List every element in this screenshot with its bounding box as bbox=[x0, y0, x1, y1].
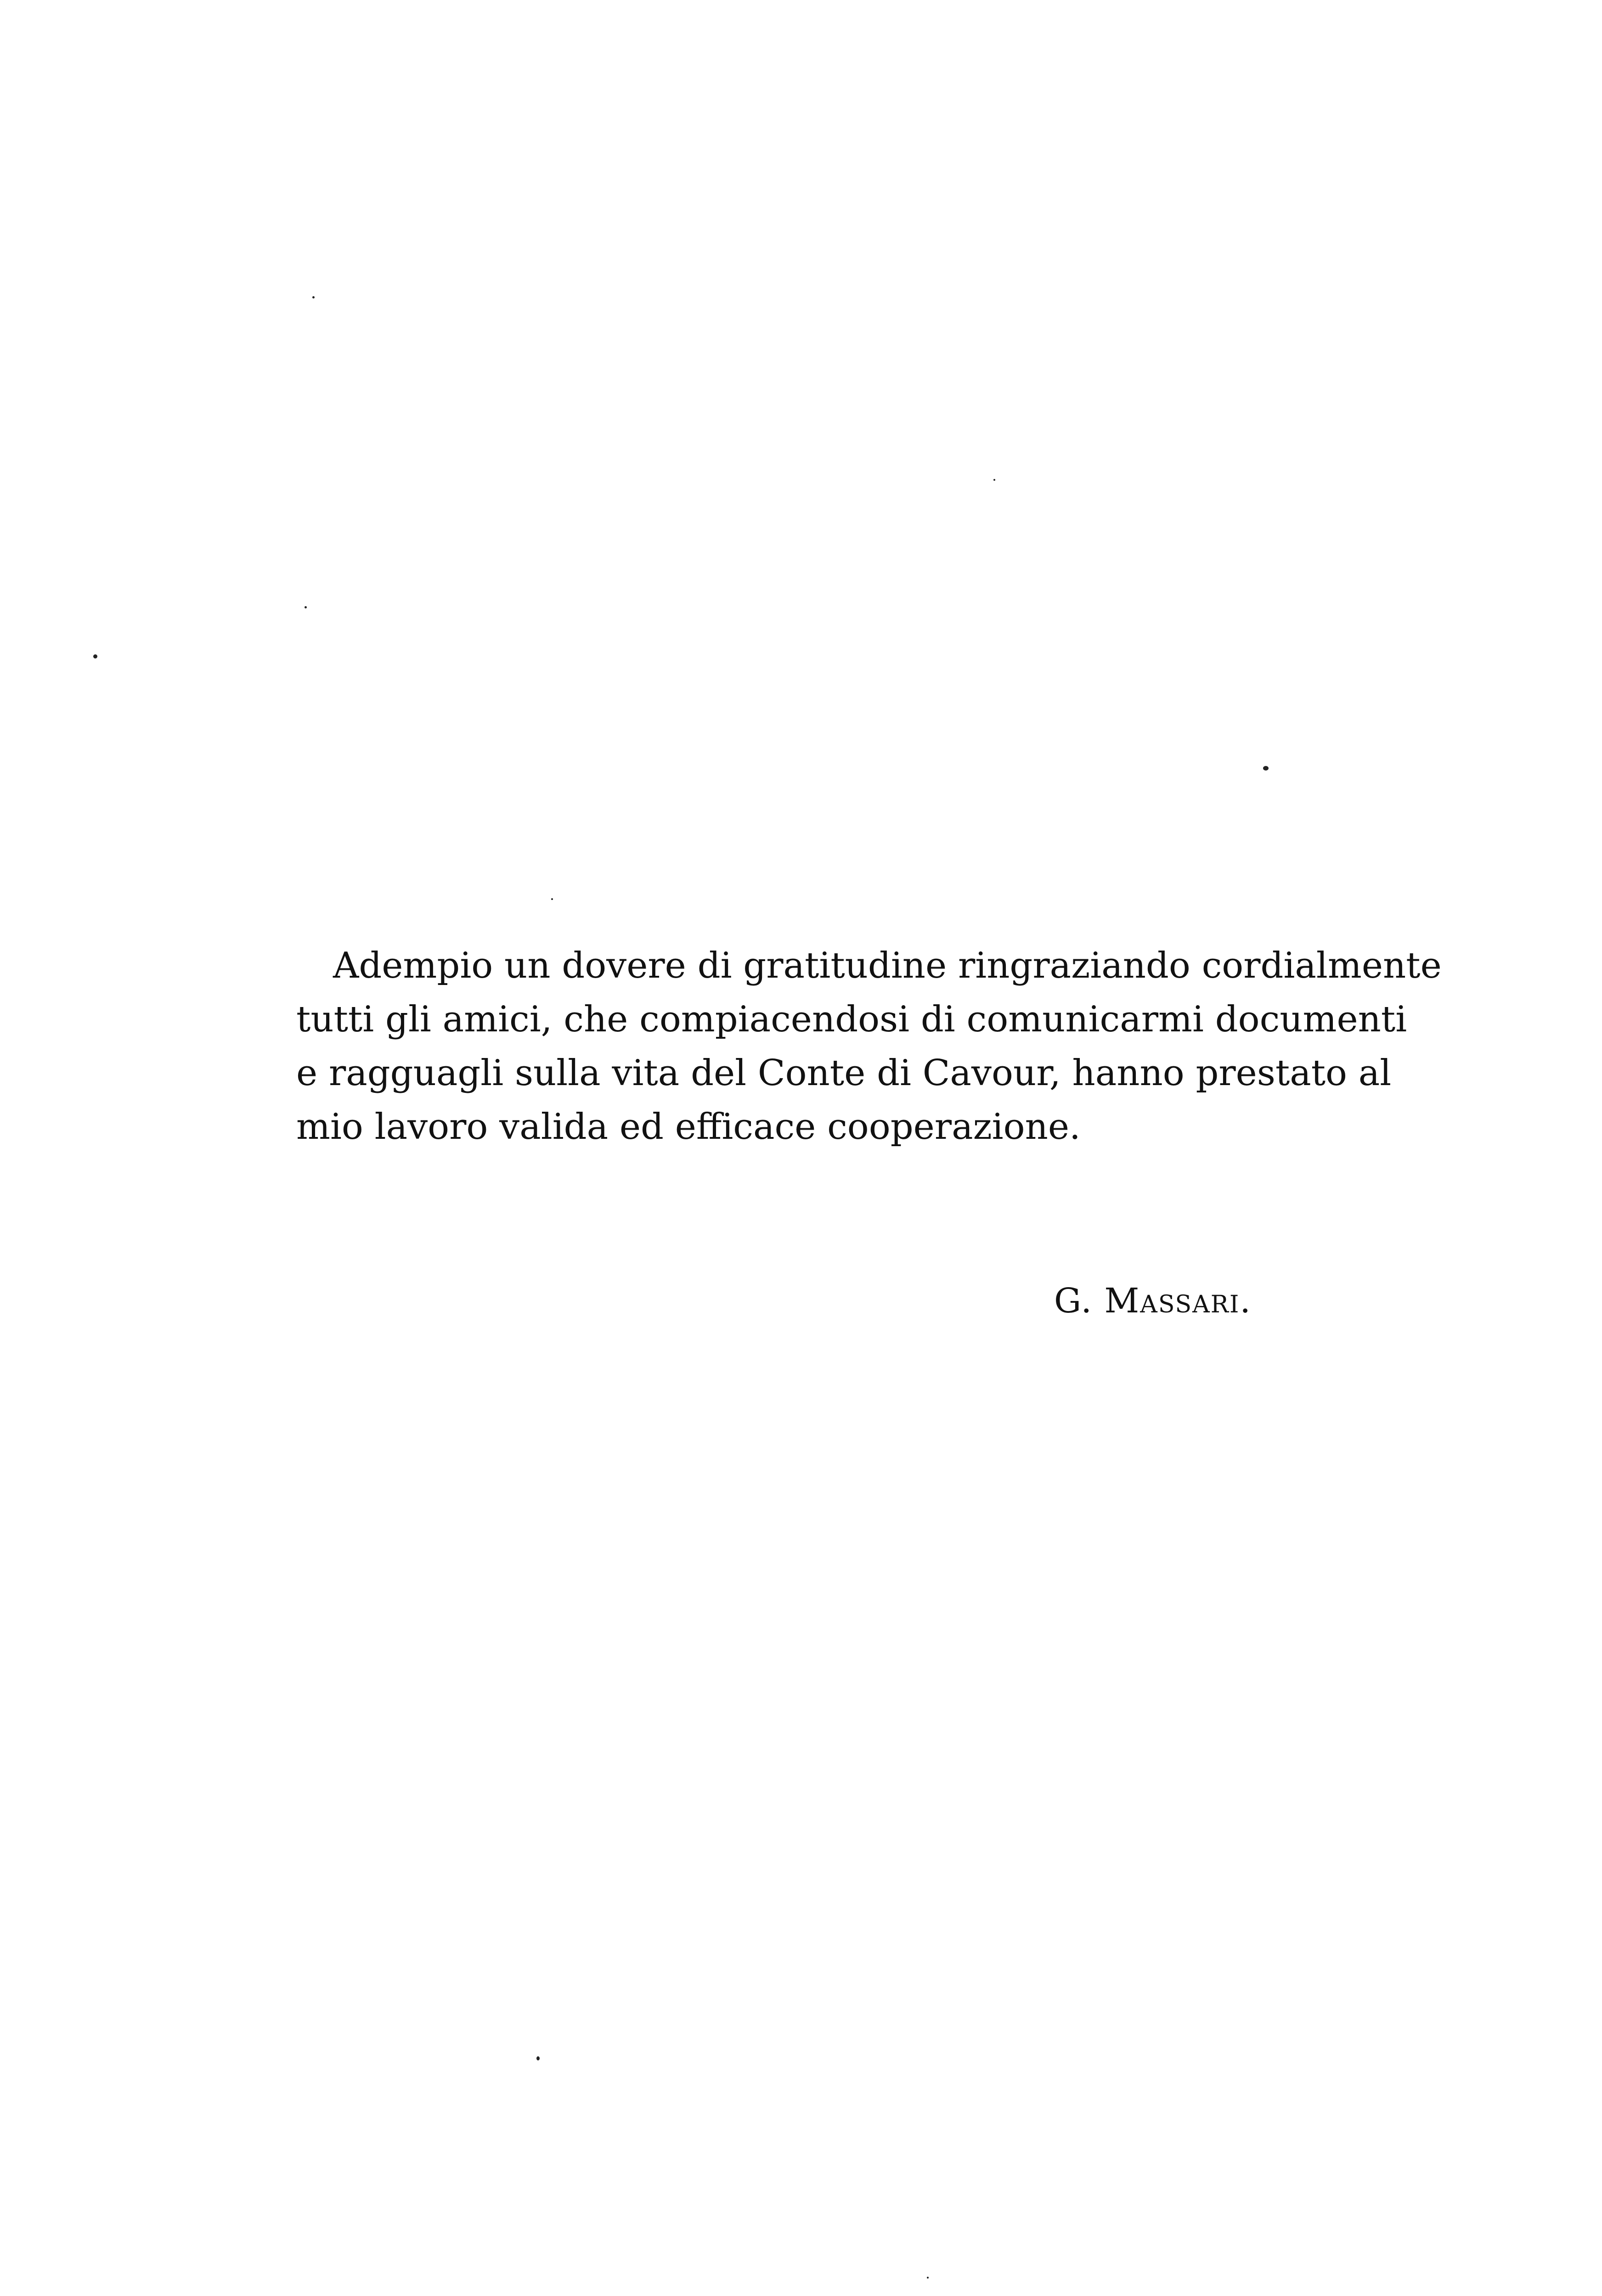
scan-speck bbox=[312, 296, 315, 298]
author-signature: G. Massari. bbox=[1054, 1281, 1252, 1321]
scan-speck bbox=[993, 479, 995, 481]
scan-speck bbox=[536, 2056, 540, 2060]
scan-speck bbox=[1263, 766, 1269, 771]
acknowledgement-paragraph bbox=[296, 939, 1442, 1154]
scan-speck bbox=[93, 654, 97, 658]
scan-speck bbox=[927, 2277, 929, 2279]
acknowledgement-line-4: mio lavoro valida ed efficace cooperazione. bbox=[296, 1106, 1081, 1148]
acknowledgement-line-2: tutti gli amici, che compiacendosi di comunicarmi documenti bbox=[296, 999, 1407, 1040]
scan-speck bbox=[551, 898, 553, 900]
acknowledgement-line-1: Adempio un dovere di gratitudine ringraziando cordialmente bbox=[333, 945, 1442, 986]
acknowledgement-line-3: e ragguagli sulla vita del Conte di Cavour, hanno prestato al bbox=[296, 1052, 1392, 1094]
scan-speck bbox=[305, 606, 307, 608]
